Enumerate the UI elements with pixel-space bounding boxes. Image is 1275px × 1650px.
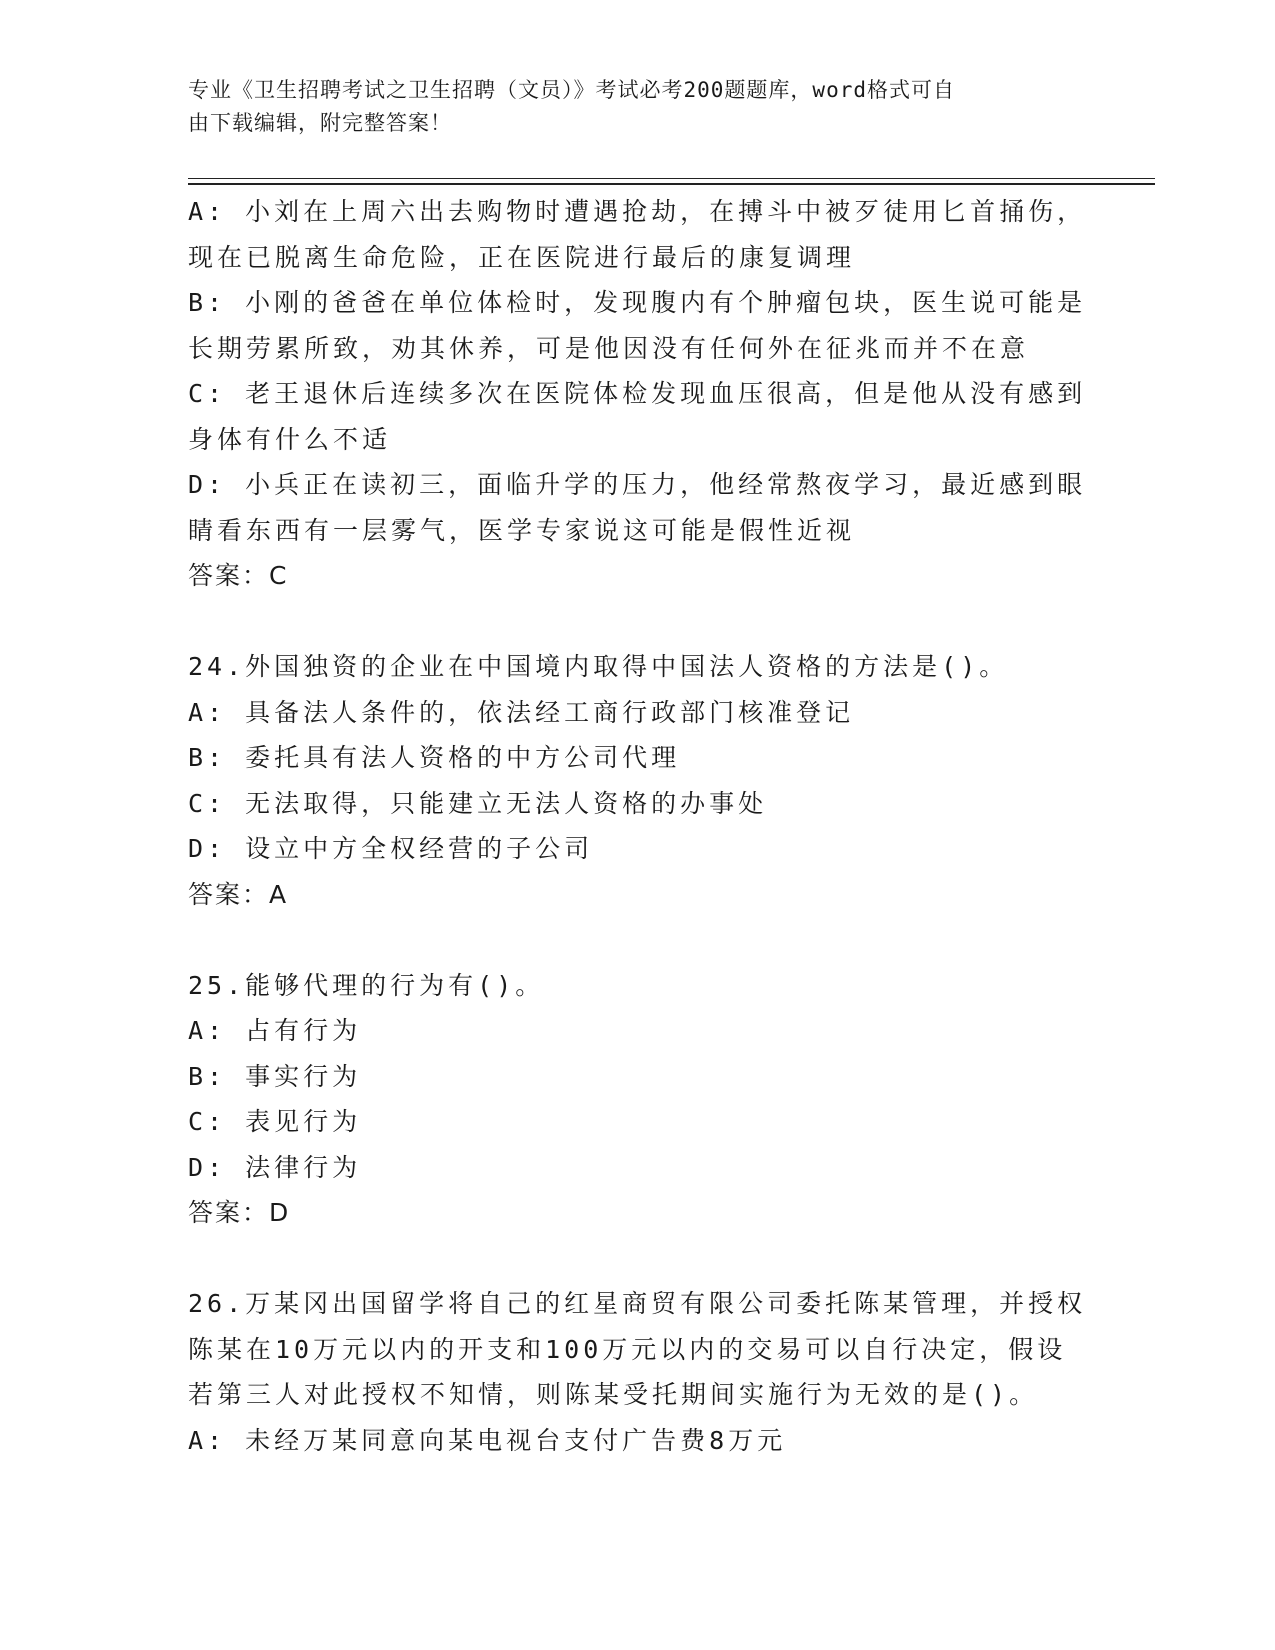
option-c-line-2: 身体有什么不适 — [188, 424, 392, 454]
option-a-line-1: A: 小刘在上周六出去购物时遭遇抢劫，在搏斗中被歹徒用匕首捅伤， — [188, 197, 1087, 226]
question-25-text: 25.能够代理的行为有()。 — [188, 970, 545, 1000]
header-divider-thin — [188, 178, 1155, 179]
document-header — [188, 74, 1088, 140]
option-c-line-1: C: 老王退休后连续多次在医院体检发现血压很高，但是他从没有感到 — [188, 379, 1087, 408]
header-line-1: 专业《卫生招聘考试之卫生招聘（文员）》考试必考200题题库，word格式可自 — [188, 78, 955, 102]
question-23-options — [188, 189, 1088, 599]
option-b: B: 事实行为 — [188, 1061, 362, 1091]
option-a: A: 占有行为 — [188, 1016, 362, 1045]
spacer — [188, 1236, 1088, 1282]
question-26-text-line-1: 26.万某冈出国留学将自己的红星商贸有限公司委托陈某管理，并授权 — [188, 1289, 1087, 1318]
answer-23: 答案：C — [188, 561, 289, 590]
spacer — [188, 599, 1088, 645]
spacer — [188, 917, 1088, 963]
option-b-line-1: B: 小刚的爸爸在单位体检时，发现腹内有个肿瘤包块，医生说可能是 — [188, 288, 1087, 317]
document-body — [188, 189, 1088, 1463]
option-a: A: 具备法人条件的，依法经工商行政部门核准登记 — [188, 697, 855, 727]
option-c: C: 无法取得，只能建立无法人资格的办事处 — [188, 788, 768, 818]
option-b-line-2: 长期劳累所致，劝其休养，可是他因没有任何外在征兆而并不在意 — [188, 333, 1030, 363]
option-a-line-2: 现在已脱离生命危险，正在医院进行最后的康复调理 — [188, 242, 856, 272]
question-26 — [188, 1281, 1088, 1463]
option-d-line-1: D: 小兵正在读初三，面临升学的压力，他经常熬夜学习，最近感到眼 — [188, 470, 1087, 499]
header-divider-thick — [188, 183, 1155, 185]
question-26-text-line-2: 陈某在10万元以内的开支和100万元以内的交易可以自行决定，假设 — [188, 1334, 1067, 1364]
option-a: A: 未经万某同意向某电视台支付广告费8万元 — [188, 1425, 787, 1455]
answer-25: 答案：D — [188, 1198, 291, 1227]
option-b: B: 委托具有法人资格的中方公司代理 — [188, 743, 681, 772]
question-24-text: 24.外国独资的企业在中国境内取得中国法人资格的方法是()。 — [188, 652, 1009, 681]
option-d: D: 设立中方全权经营的子公司 — [188, 834, 594, 863]
header-line-2: 由下载编辑，附完整答案！ — [188, 111, 452, 135]
question-25 — [188, 963, 1088, 1236]
question-24 — [188, 644, 1088, 917]
option-d: D: 法律行为 — [188, 1152, 362, 1182]
answer-24: 答案：A — [188, 879, 289, 909]
option-c: C: 表见行为 — [188, 1107, 362, 1136]
question-26-text-line-3: 若第三人对此授权不知情，则陈某受托期间实施行为无效的是()。 — [188, 1380, 1039, 1409]
option-d-line-2: 睛看东西有一层雾气，医学专家说这可能是假性近视 — [188, 515, 856, 545]
